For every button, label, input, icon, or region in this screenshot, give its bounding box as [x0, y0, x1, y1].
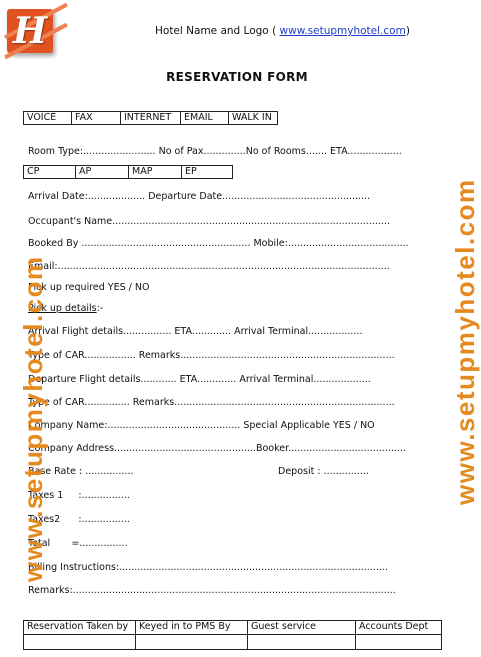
meal-plan-table	[23, 165, 233, 179]
pickup-required-line[interactable]: Pick up required YES / NO	[28, 282, 150, 293]
logo-letter: H	[12, 10, 47, 52]
company-address-line[interactable]: Company Address...............................................Booker.......................................	[28, 443, 406, 454]
signature-cell[interactable]	[136, 635, 248, 650]
hotel-name-label: Hotel Name and Logo (	[155, 25, 280, 37]
source-walk-in[interactable]: WALK IN	[229, 112, 278, 125]
source-fax[interactable]: FAX	[72, 112, 121, 125]
type-of-car-line-2[interactable]: Type of CAR............... Remarks.........................................................................	[28, 397, 395, 408]
keyed-in-pms-header: Keyed in to PMS By	[136, 621, 248, 635]
booking-source-table	[23, 111, 278, 125]
company-name-line[interactable]: Company Name:............................................ Special Applicable YES / NO	[28, 420, 375, 431]
hotel-logo	[7, 9, 53, 53]
office-use-table	[23, 620, 442, 650]
meal-plan-ap[interactable]: AP	[76, 166, 129, 179]
arrival-date-line[interactable]: Arrival Date:................... Departure Date.................................................	[28, 191, 371, 202]
guest-service-header: Guest service	[248, 621, 356, 635]
occupant-name-line[interactable]: Occupant's Name............................................................................................	[28, 216, 390, 227]
taxes2-line[interactable]: Taxes2 :................	[28, 514, 130, 525]
meal-plan-ep[interactable]: EP	[182, 166, 233, 179]
type-of-car-line-1[interactable]: Type of CAR................. Remarks.......................................................................	[28, 350, 395, 361]
header-text	[155, 25, 410, 37]
form-title: RESERVATION FORM	[166, 70, 308, 84]
deposit-line[interactable]: Deposit : ...............	[278, 466, 369, 477]
taxes1-line[interactable]: Taxes 1 :................	[28, 490, 130, 501]
pickup-details-suffix: :-	[96, 303, 104, 314]
meal-plan-map[interactable]: MAP	[129, 166, 182, 179]
pickup-details-label: Pick up details	[28, 303, 97, 314]
departure-flight-line[interactable]: Departure Flight details............ ETA............. Arrival Terminal...................	[28, 374, 371, 385]
total-line[interactable]: Total =................	[28, 538, 128, 549]
close-paren: )	[405, 25, 410, 37]
signature-cell[interactable]	[24, 635, 136, 650]
booked-by-line[interactable]: Booked By ........................................................ Mobile:........................................	[28, 238, 409, 249]
reservation-taken-by-header: Reservation Taken by	[24, 621, 136, 635]
accounts-dept-header: Accounts Dept	[356, 621, 442, 635]
signature-cell[interactable]	[356, 635, 442, 650]
base-rate-line[interactable]: Base Rate : ................	[28, 466, 134, 477]
room-type-line[interactable]: Room Type:........................ No of Pax..............No of Rooms....... ETA..................	[28, 146, 402, 157]
source-email[interactable]: EMAIL	[181, 112, 229, 125]
source-voice[interactable]: VOICE	[24, 112, 72, 125]
signature-cell[interactable]	[248, 635, 356, 650]
watermark-left: www.setupmyhotel.com	[18, 255, 48, 582]
website-link[interactable]: www.setupmyhotel.com	[279, 25, 406, 37]
email-line[interactable]: Email:..............................................................................................................	[28, 261, 390, 272]
source-internet[interactable]: INTERNET	[121, 112, 181, 125]
arrival-flight-line[interactable]: Arrival Flight details................ ETA............. Arrival Terminal..................	[28, 326, 363, 337]
billing-instructions-line[interactable]: Billing Instructions:.........................................................................................	[28, 562, 388, 573]
watermark-right: www.setupmyhotel.com	[450, 178, 480, 505]
remarks-line[interactable]: Remarks:...........................................................................................................	[28, 585, 396, 596]
meal-plan-cp[interactable]: CP	[24, 166, 76, 179]
